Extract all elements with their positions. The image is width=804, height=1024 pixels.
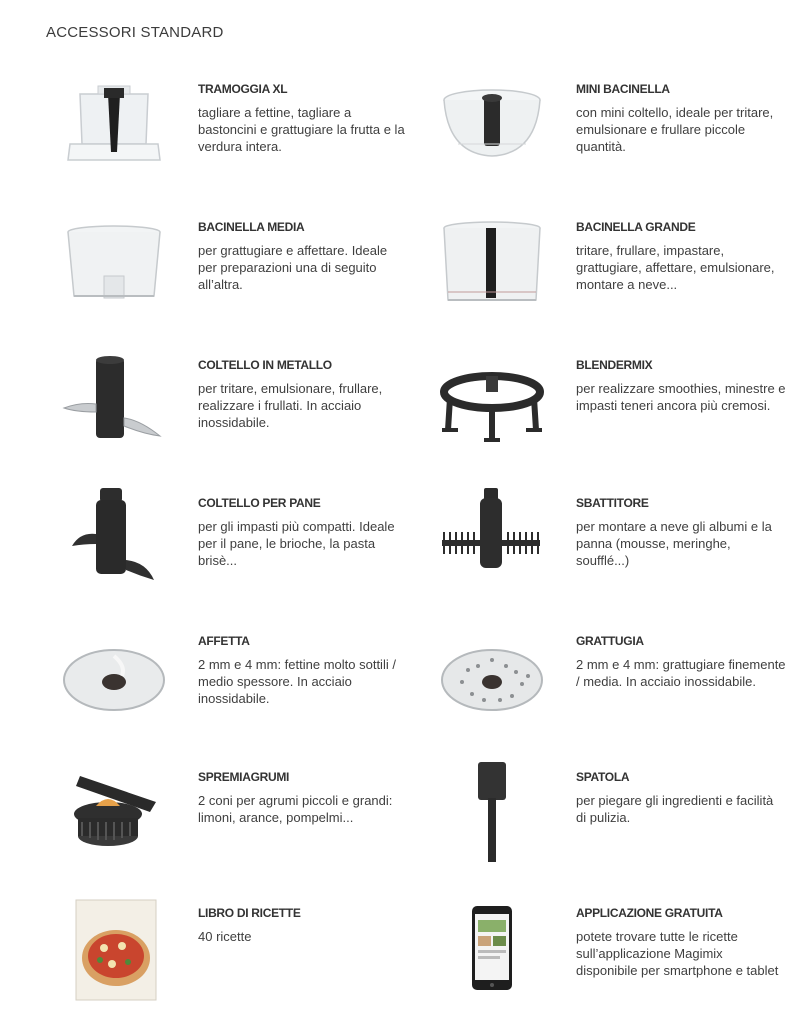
accessory-item [60, 626, 450, 746]
item-title: BACINELLA GRANDE [576, 220, 696, 234]
item-title: TRAMOGGIA XL [198, 82, 288, 96]
item-description: 2 coni per agrumi piccoli e grandi: limoni, arance, pompelmi... [198, 793, 393, 825]
item-description: 40 ricette [198, 929, 252, 944]
citrus-press-icon [60, 762, 168, 870]
accessory-item [438, 350, 804, 470]
whisk-icon [438, 488, 546, 596]
spatula-icon [438, 762, 546, 870]
accessory-item [60, 488, 450, 608]
accessory-item [60, 898, 450, 1018]
page-title: ACCESSORI STANDARD [46, 24, 224, 41]
grating-disc-icon [438, 626, 546, 734]
item-title: AFFETTA [198, 634, 250, 648]
medium-bowl-icon [60, 212, 168, 320]
item-title: GRATTUGIA [576, 634, 644, 648]
recipe-book-icon [60, 898, 168, 1006]
item-description: con mini coltello, ideale per tritare, emulsionare e frullare piccole quantità. [576, 105, 774, 154]
item-description: tritare, frullare, impastare, grattugiare, affettare, emulsionare, montare a neve... [576, 243, 775, 292]
item-title: SBATTITORE [576, 496, 649, 510]
item-description: potete trovare tutte le ricette sull’applicazione Magimix disponibile per smartphone e tablet [576, 929, 779, 978]
accessory-item [438, 626, 804, 746]
accessory-item [438, 488, 804, 608]
metal-blade-icon [60, 350, 168, 458]
item-description: per gli impasti più compatti. Ideale per il pane, le brioche, la pasta brisè... [198, 519, 395, 568]
item-title: COLTELLO PER PANE [198, 496, 321, 510]
mini-bowl-icon [438, 74, 546, 182]
accessory-item [438, 898, 804, 1018]
item-description: 2 mm e 4 mm: fettine molto sottili / medio spessore. In acciaio inossidabile. [198, 657, 396, 706]
item-title: BACINELLA MEDIA [198, 220, 305, 234]
slicing-disc-icon [60, 626, 168, 734]
accessory-item [438, 212, 804, 332]
blendermix-ring-icon [438, 350, 546, 458]
item-description: tagliare a fettine, tagliare a bastoncini e grattugiare la frutta e la verdura intera. [198, 105, 405, 154]
item-title: BLENDERMIX [576, 358, 653, 372]
accessory-item [60, 74, 450, 194]
item-description: 2 mm e 4 mm: grattugiare finemente / media. In acciaio inossidabile. [576, 657, 786, 689]
accessory-item [438, 762, 804, 882]
accessory-item [438, 74, 804, 194]
item-description: per tritare, emulsionare, frullare, realizzare i frullati. In acciaio inossidabile. [198, 381, 383, 430]
accessory-item [60, 762, 450, 882]
accessory-item [60, 350, 450, 470]
item-title: APPLICAZIONE GRATUITA [576, 906, 723, 920]
item-description: per grattugiare e affettare. Ideale per preparazioni una di seguito all’altra. [198, 243, 388, 292]
accessory-item [60, 212, 450, 332]
feed-tube-lid-icon [60, 74, 168, 182]
smartphone-app-icon [438, 898, 546, 1006]
dough-blade-icon [60, 488, 168, 596]
item-title: SPATOLA [576, 770, 630, 784]
item-description: per piegare gli ingredienti e facilità di pulizia. [576, 793, 774, 825]
item-title: COLTELLO IN METALLO [198, 358, 332, 372]
large-bowl-icon [438, 212, 546, 320]
item-title: MINI BACINELLA [576, 82, 670, 96]
item-description: per realizzare smoothies, minestre e impasti teneri ancora più cremosi. [576, 381, 786, 413]
item-title: SPREMIAGRUMI [198, 770, 290, 784]
item-description: per montare a neve gli albumi e la panna (mousse, meringhe, soufflé...) [576, 519, 772, 568]
item-title: LIBRO DI RICETTE [198, 906, 301, 920]
